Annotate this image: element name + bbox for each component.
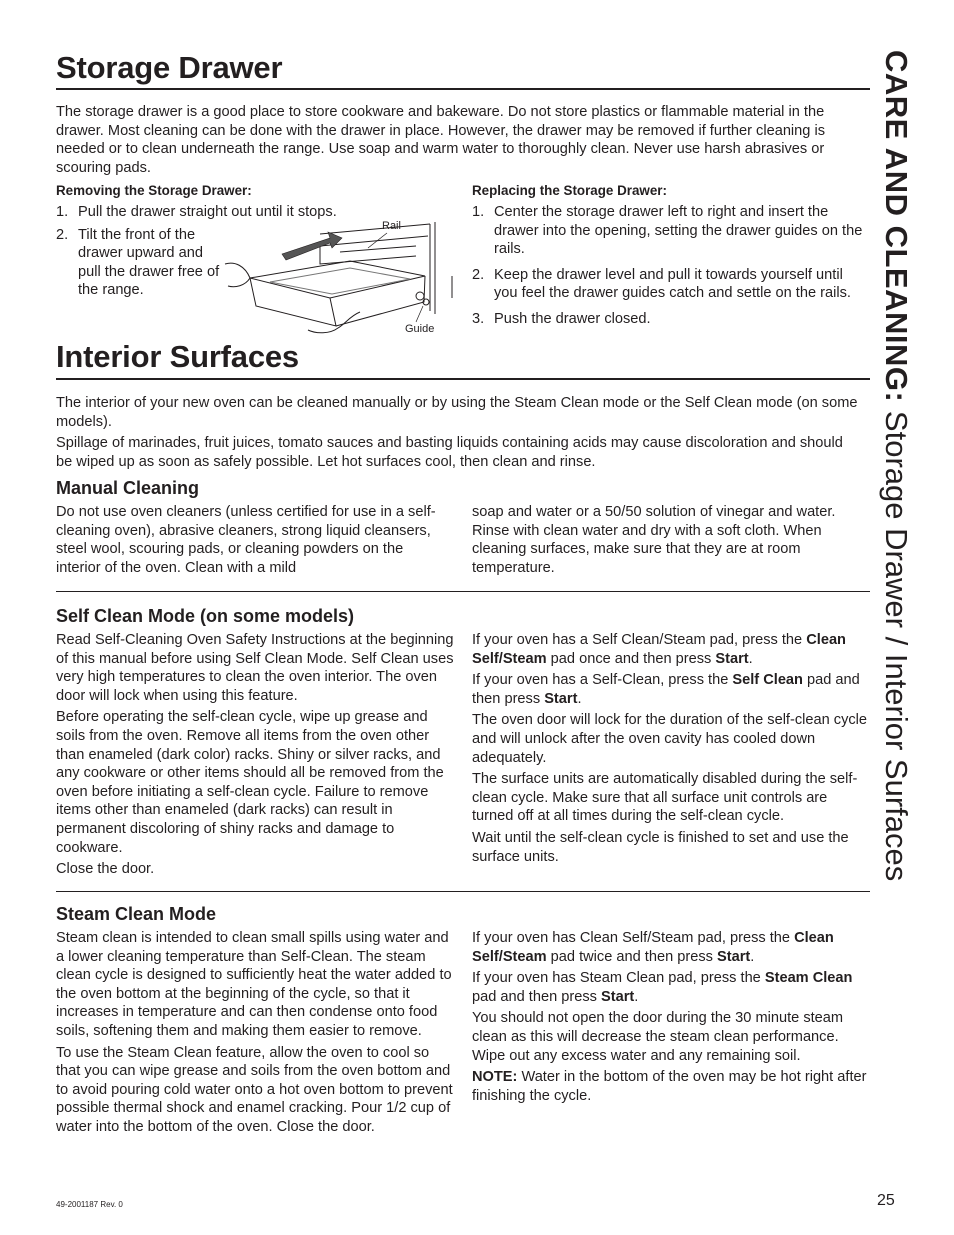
section-rule	[56, 591, 870, 592]
interior-p2: Spillage of marinades, fruit juices, tomato sauces and basting liquids containing acids may cause discoloration and should be wiped up as soon as safely possible. Let hot surfaces cool, then clean and rinse.	[56, 435, 843, 470]
self-clean-heading: Self Clean Mode (on some models)	[56, 606, 355, 626]
steam-clean-left	[56, 929, 456, 1137]
steam-clean-left-p2: To use the Steam Clean feature, allow the oven to cool so that you can wipe grease and soils from the oven bottom and to avoid pouring cold water onto a hot oven bottom to prevent possible thermal shock and enamel cracking. Pour 1/2 cup of water into the bottom of the oven. Close the door.	[56, 1044, 453, 1135]
steam-clean-left-p1: Steam clean is intended to clean small spills using water and a lower cleaning temperature than Self-Clean. The steam clean cycle is designed to sufficiently heat the water added to the oven bottom at the beginning of the cycle, so that it increases in temperature and can then condense onto food soils, softening them and making them easier to remove.	[56, 930, 452, 1039]
replacing-step: 1. Center the storage drawer left to right and insert the drawer into the opening, setting the drawer guides on the rails.	[472, 204, 863, 258]
storage-drawer-title: Storage Drawer	[56, 50, 283, 85]
drawer-removal-illustration	[220, 216, 460, 341]
removing-step: 2. Tilt the front of the drawer upward and pull the drawer free of the range.	[56, 226, 220, 299]
rail-label: Rail	[382, 220, 401, 232]
section-side-tab: CARE AND CLEANING: Storage Drawer / Interior Surfaces	[879, 50, 914, 882]
self-clean-right-p5: Wait until the self-clean cycle is finished to set and use the surface units.	[472, 829, 849, 865]
manual-cleaning-left: Do not use oven cleaners (unless certified for use in a self-cleaning oven), abrasive cleaners, strong liquid cleansers, steel wool, scouring pads, or cleaning powders on the interior of the oven. Clean with a mild	[56, 504, 436, 576]
document-number: 49-2001187 Rev. 0	[56, 1200, 123, 1209]
removing-step: 1. Pull the drawer straight out until it stops.	[56, 204, 337, 220]
interior-p1: The interior of your new oven can be cleaned manually or by using the Steam Clean mode or the Self Clean mode (on some models).	[56, 395, 858, 430]
self-clean-right-p2: If your oven has a Self-Clean, press the Self Clean pad and then press Start.	[472, 672, 860, 707]
pull-arrow-icon	[282, 232, 342, 260]
self-clean-left-p2: Before operating the self-clean cycle, wipe up grease and soils from the oven. Remove all items from the oven other than enameled (dark color) racks. Shiny or silver racks, and any cookware or other items should all be removed from the oven before initiating a self-clean cycle. Failure to remove items other than enameled (dark racks) can result in permanent discoloring of shiny racks and damage to cookware.	[56, 709, 444, 856]
self-clean-right-p1: If your oven has a Self Clean/Steam pad, press the Clean Self/Steam pad once and then press Start.	[472, 632, 846, 667]
self-clean-left	[56, 631, 456, 879]
steam-clean-right	[472, 929, 868, 1105]
replacing-steps	[472, 203, 868, 329]
manual-cleaning-heading: Manual Cleaning	[56, 478, 200, 498]
steam-clean-heading: Steam Clean Mode	[56, 904, 217, 924]
self-clean-right-p4: The surface units are automatically disabled during the self-clean cycle. Make sure that all surface unit controls are turned off at all times during the self-clean cycle.	[472, 771, 858, 825]
manual-cleaning-right: soap and water or a 50/50 solution of vinegar and water. Rinse with clean water and dry with a soft cloth. When cleaning surfaces, make sure that they are at room temperature.	[472, 504, 836, 576]
section-rule	[56, 891, 870, 892]
self-clean-right	[472, 631, 868, 866]
replacing-heading: Replacing the Storage Drawer:	[472, 183, 667, 198]
replacing-step: 3. Push the drawer closed.	[472, 310, 651, 327]
replacing-section	[472, 183, 868, 329]
steam-clean-right-p1: If your oven has Clean Self/Steam pad, press the Clean Self/Steam pad twice and then press Start.	[472, 930, 834, 965]
interior-intro	[56, 394, 862, 471]
steam-clean-right-p3: You should not open the door during the 30 minute steam clean as this will decrease the steam clean performance. Wipe out any excess water and any remaining soil.	[472, 1010, 844, 1064]
steam-clean-right-p2: If your oven has Steam Clean pad, press the Steam Clean pad and then press Start.	[472, 970, 853, 1005]
removing-heading: Removing the Storage Drawer:	[56, 183, 252, 198]
guide-label: Guide	[405, 323, 435, 335]
page-number: 25	[877, 1192, 895, 1209]
self-clean-left-p1: Read Self-Cleaning Oven Safety Instructions at the beginning of this manual before using Self Clean Mode. Self Clean uses very high temperatures to clean the oven interior. The oven door will lock when using this feature.	[56, 632, 454, 704]
self-clean-right-p3: The oven door will lock for the duration of the self-clean cycle and will unlock after the oven cavity has cooled down adequately.	[472, 712, 868, 766]
replacing-step: 2. Keep the drawer level and pull it towards yourself until you feel the drawer guides catch and settle on the rails.	[472, 266, 851, 302]
self-clean-left-p3: Close the door.	[56, 861, 155, 878]
title-rule	[56, 378, 870, 380]
storage-intro: The storage drawer is a good place to store cookware and bakeware. Do not store plastics or flammable material in the drawer. Most cleaning can be done with the drawer in place. However, the drawer may be removed if further cleaning is needed or to clean underneath the range. Use soap and warm water to thoroughly clean. Never use harsh abrasives or scouring pads.	[56, 104, 826, 176]
steam-clean-note: NOTE: Water in the bottom of the oven may be hot right after finishing the cycle.	[472, 1069, 867, 1104]
interior-surfaces-title: Interior Surfaces	[56, 339, 299, 374]
title-rule	[56, 88, 870, 90]
